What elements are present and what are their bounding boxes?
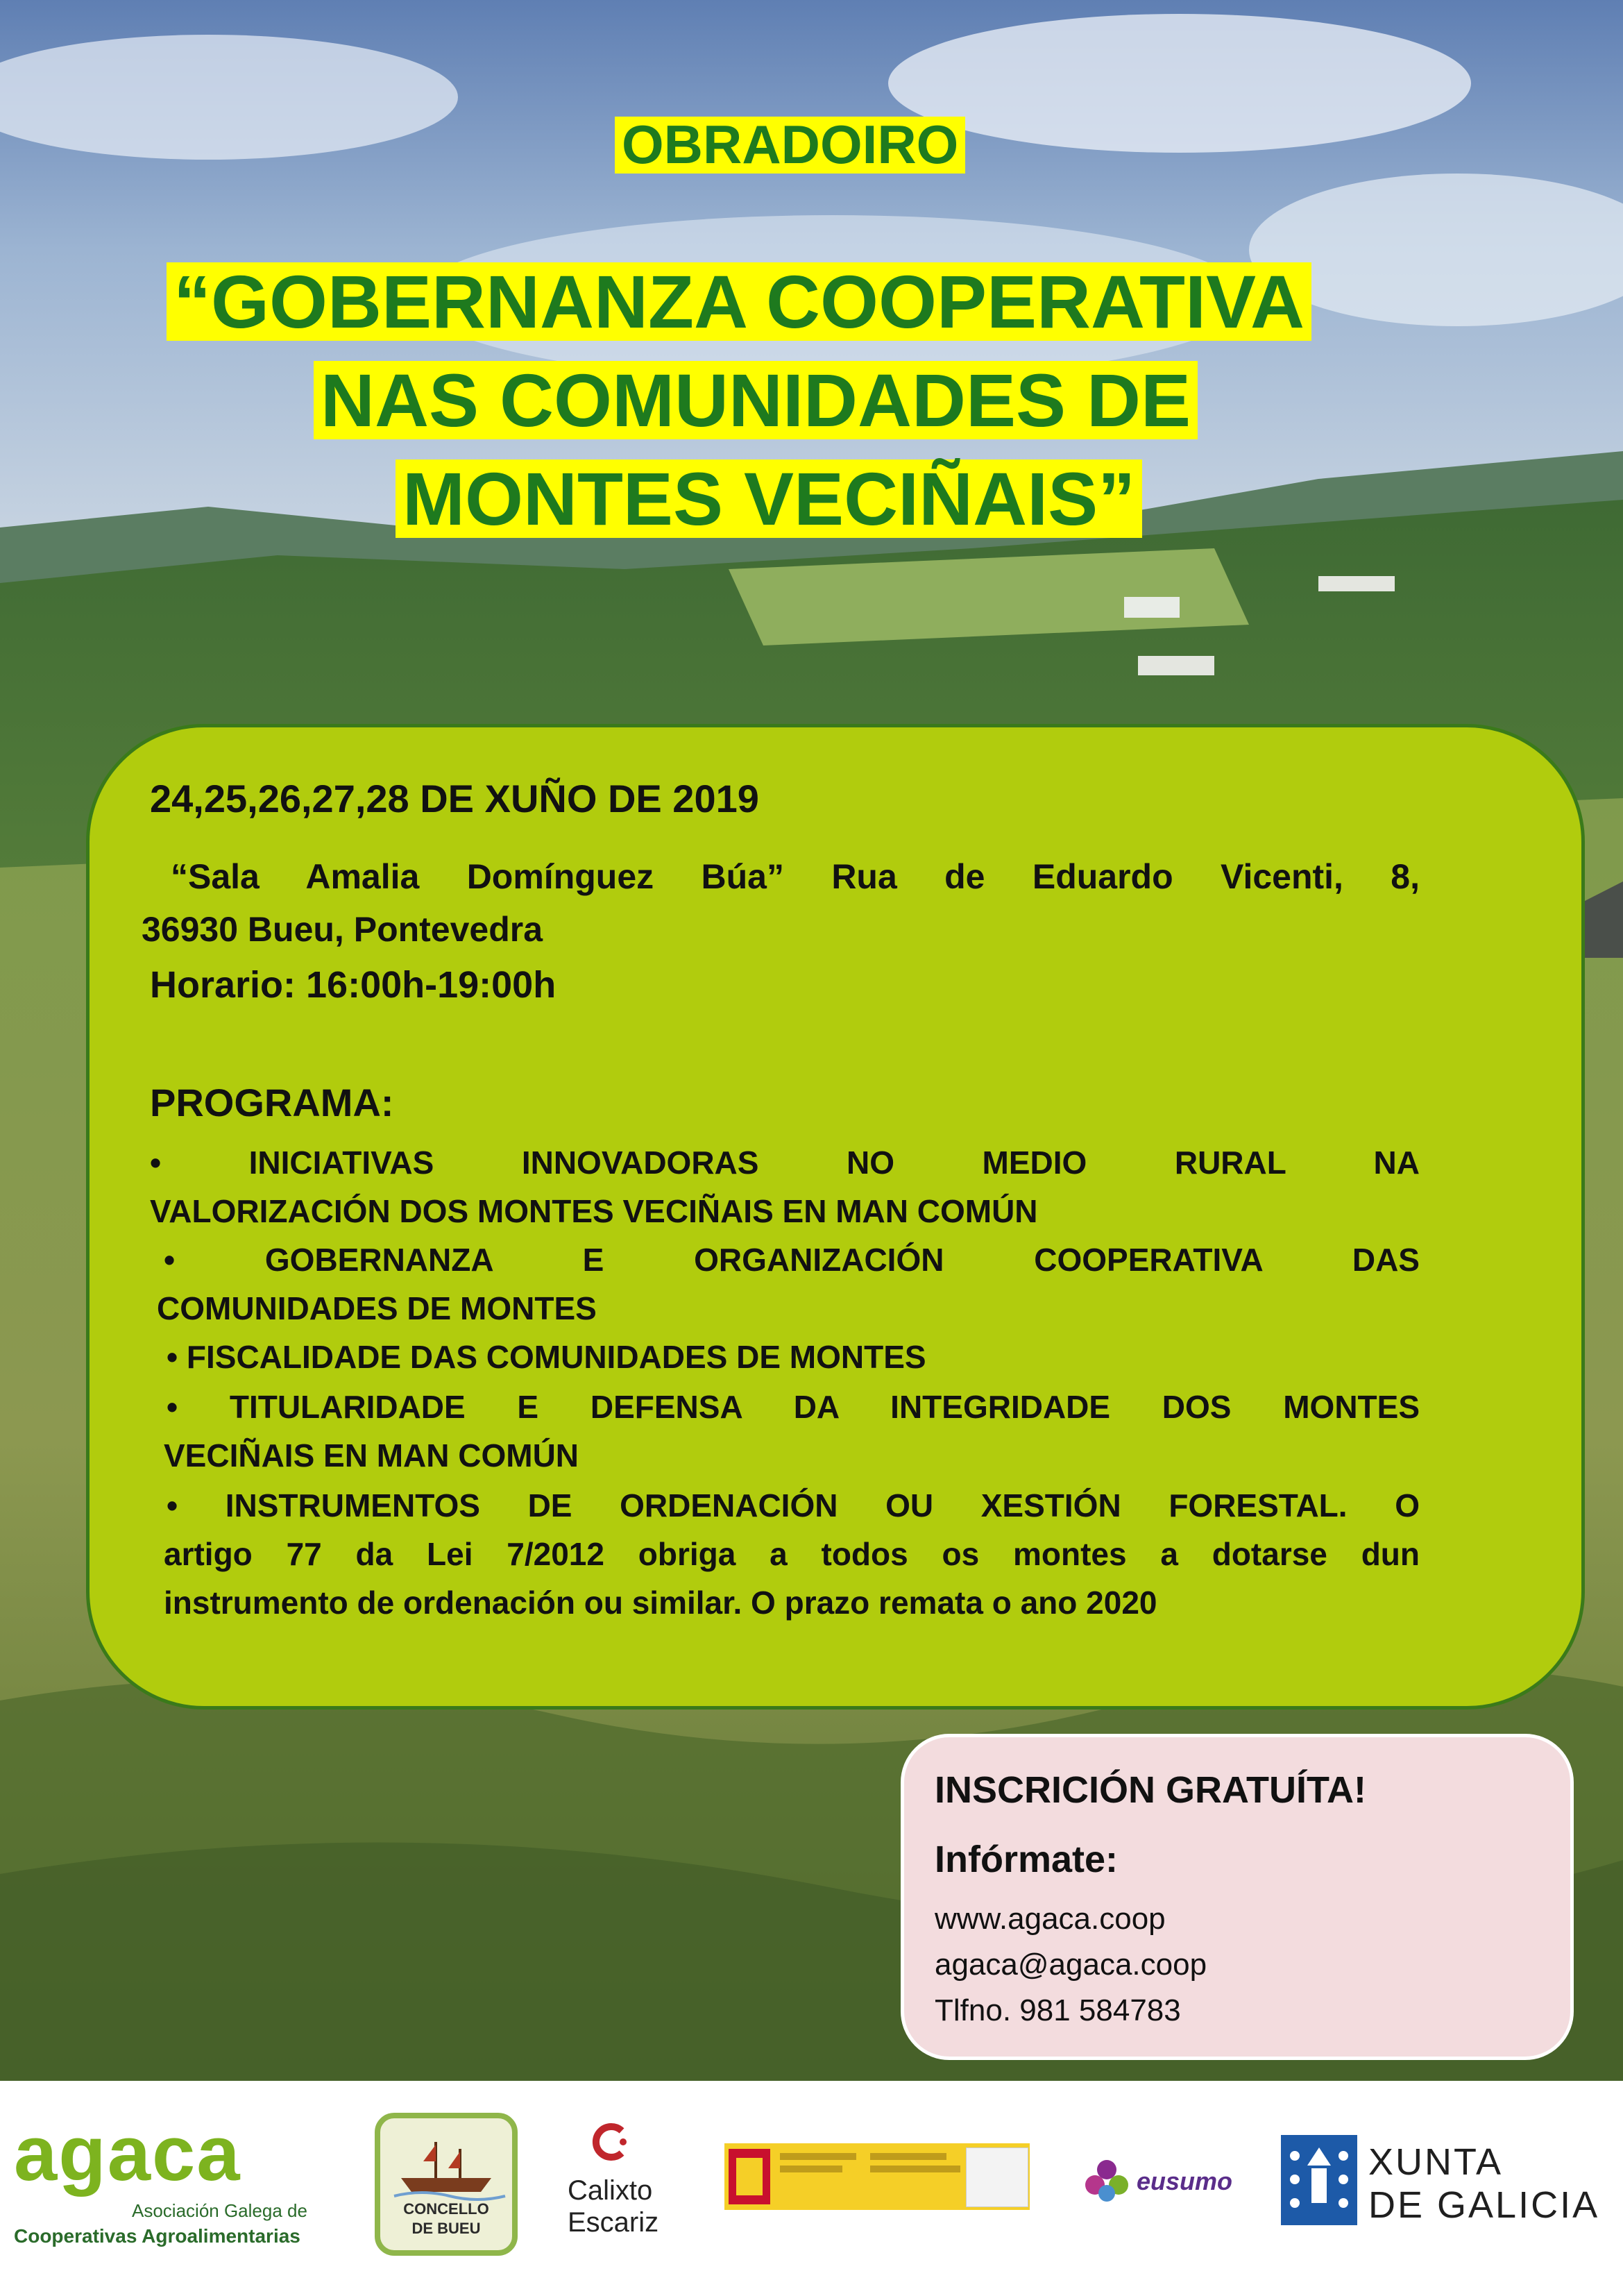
galicia-shield-icon <box>1281 2135 1357 2225</box>
program-item: artigo 77 da Lei 7/2012 obriga a todos os montes a dotarse dun <box>164 1536 1420 1572</box>
venue-line-2: 36930 Bueu, Pontevedra <box>142 910 543 949</box>
workshop-kicker: OBRADOIRO <box>615 117 965 174</box>
calixto-escariz-logo <box>563 2121 661 2253</box>
xunta-line-1: XUNTA <box>1368 2141 1504 2183</box>
website-link[interactable]: www.agaca.coop <box>935 1902 1166 1936</box>
program-item: • TITULARIDADE E DEFENSA DA INTEGRIDADE DOS MONTES <box>167 1389 1420 1425</box>
venue-line-1: “Sala Amalia Domínguez Búa” Rua de Eduardo Vicenti, 8, <box>171 857 1420 896</box>
title-line-1: “GOBERNANZA COOPERATIVA <box>167 262 1311 341</box>
program-item: • INICIATIVAS INNOVADORAS NO MEDIO RURAL NA <box>150 1145 1420 1181</box>
program-item: instrumento de ordenación ou similar. O prazo remata o ano 2020 <box>164 1585 1157 1621</box>
eusumo-wordmark: eusumo <box>1137 2167 1233 2195</box>
program-item: VECIÑAIS EN MAN COMÚN <box>164 1437 579 1474</box>
concello-line-2: DE BUEU <box>411 2220 481 2237</box>
agaca-logo <box>14 2110 319 2282</box>
concello-de-bueu-logo <box>375 2113 518 2256</box>
phone-number: Tlfno. 981 584783 <box>935 1993 1181 2027</box>
program-item: • GOBERNANZA E ORGANIZACIÓN COOPERATIVA DAS <box>164 1242 1420 1278</box>
concello-line-1: CONCELLO <box>403 2200 489 2218</box>
event-schedule: Horario: 16:00h-19:00h <box>150 964 556 1006</box>
agaca-subtitle-2: Cooperativas Agroalimentarias <box>14 2225 300 2247</box>
program-heading: PROGRAMA: <box>150 1081 394 1124</box>
program-item: • FISCALIDADE DAS COMUNIDADES DE MONTES <box>167 1339 926 1375</box>
sponsor-logos-footer <box>0 2081 1623 2296</box>
title-line-3: MONTES VECIÑAIS” <box>396 459 1142 538</box>
agaca-wordmark: agaca <box>14 2110 241 2197</box>
agaca-subtitle-1: Asociación Galega de <box>132 2200 307 2221</box>
registration-title: INSCRICIÓN GRATUÍTA! <box>935 1769 1366 1811</box>
title-line-2: NAS COMUNIDADES DE <box>314 361 1198 439</box>
eusumo-logo <box>1082 2154 1233 2210</box>
calixto-line-2: Escariz <box>568 2207 659 2238</box>
eusumo-flower-icon <box>1082 2157 1131 2206</box>
info-label: Infórmate: <box>935 1839 1119 1880</box>
calixto-c-icon <box>591 2121 633 2163</box>
gobierno-de-espana-logo <box>724 2143 1030 2210</box>
calixto-line-1: Calixto <box>568 2175 653 2206</box>
ship-icon <box>380 2128 512 2204</box>
xunta-de-galicia-logo <box>1281 2135 1600 2232</box>
event-dates: 24,25,26,27,28 DE XUÑO DE 2019 <box>150 777 759 820</box>
program-item: VALORIZACIÓN DOS MONTES VECIÑAIS EN MAN COMÚN <box>150 1193 1038 1229</box>
xunta-line-2: DE GALICIA <box>1368 2184 1600 2226</box>
program-item: • INSTRUMENTOS DE ORDENACIÓN OU XESTIÓN FORESTAL. O <box>167 1487 1420 1523</box>
program-item: COMUNIDADES DE MONTES <box>157 1290 597 1326</box>
email-link[interactable]: agaca@agaca.coop <box>935 1948 1207 1982</box>
